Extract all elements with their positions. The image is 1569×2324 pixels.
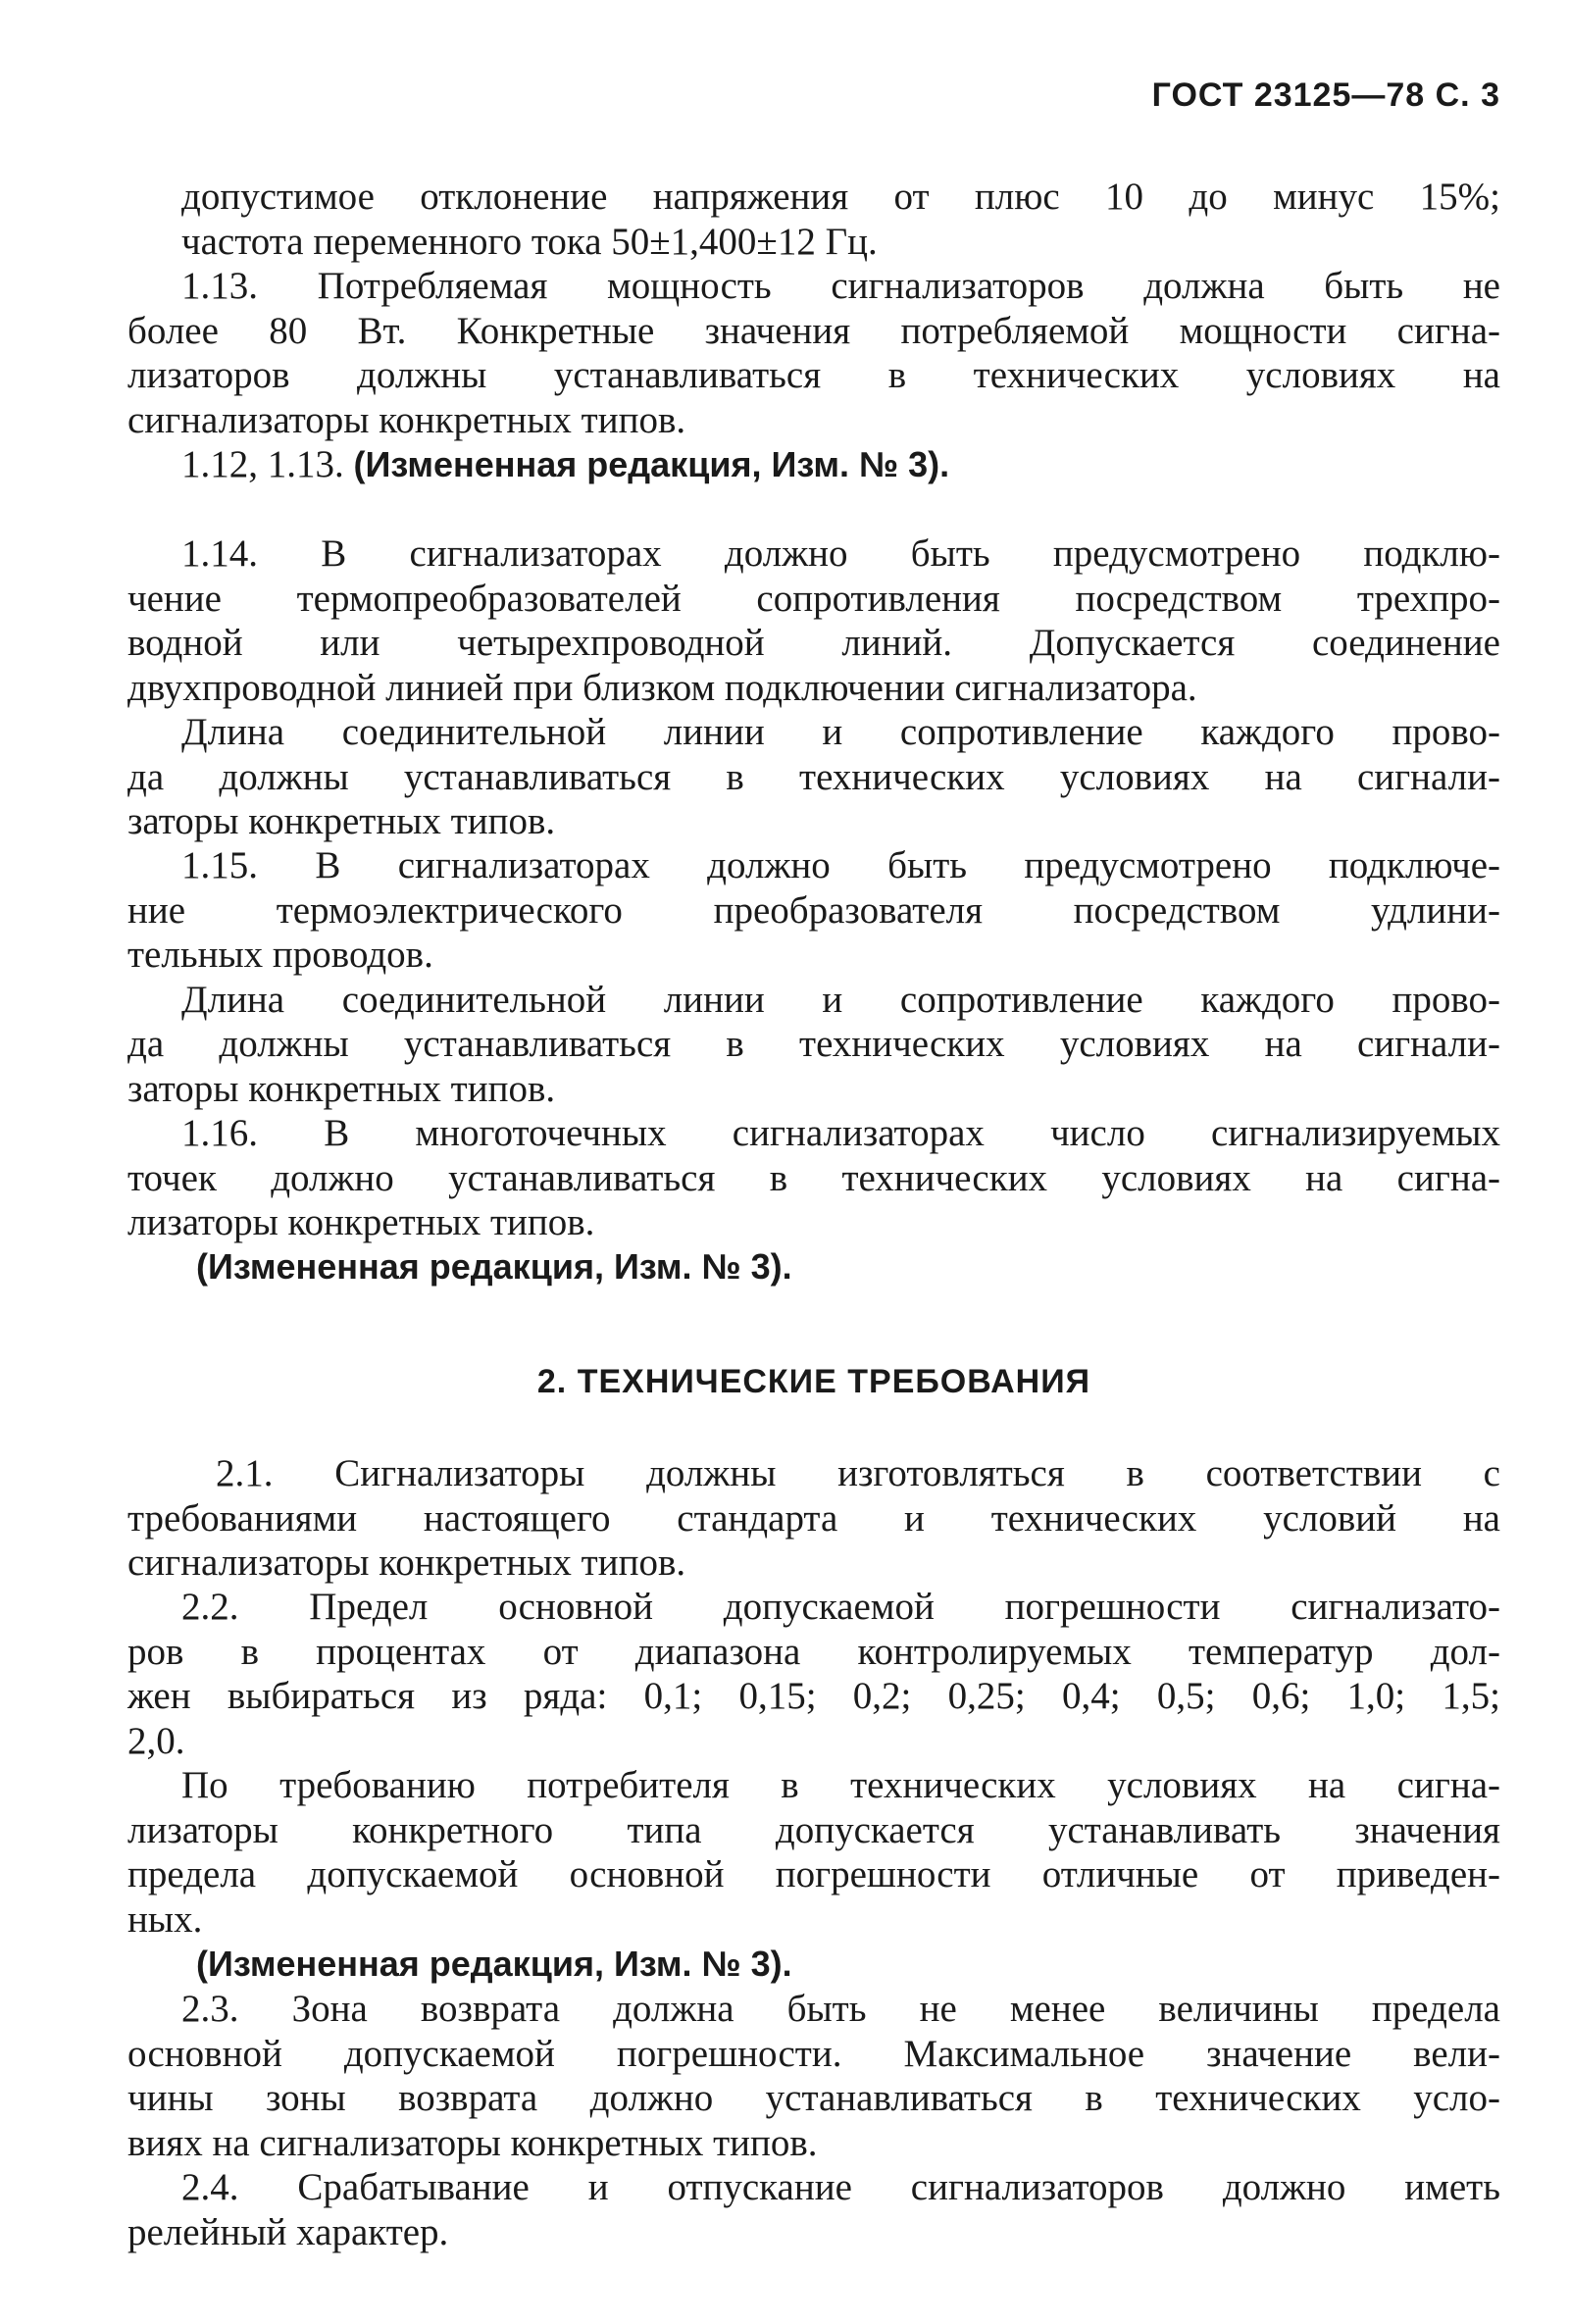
text-line: более 80 Вт. Конкретные значения потребляемой мощности сигна- <box>127 309 1500 352</box>
amendment-text: (Измененная редакция, Изм. № 3). <box>196 1246 792 1287</box>
running-head: ГОСТ 23125—78 С. 3 <box>1151 76 1500 114</box>
text-line: заторы конкретных типов. <box>127 1067 556 1110</box>
text-line: 1.14. В сигнализаторах должно быть предусмотрено подклю- <box>181 532 1500 575</box>
amendment-text: (Измененная редакция, Изм. № 3). <box>353 444 950 484</box>
text-line: требованиями настоящего стандарта и технических условий на <box>127 1496 1500 1540</box>
text-line: жен выбираться из ряда: 0,1; 0,15; 0,2; 0,25; 0,4; 0,5; 0,6; 1,0; 1,5; <box>127 1675 1500 1717</box>
paragraph-2-3 <box>127 1987 1500 2165</box>
text-line: ных. <box>127 1897 203 1941</box>
text-line: ние термоэлектрического преобразователя посредством удлини- <box>127 888 1500 932</box>
text-line: 2,0. <box>127 1719 185 1762</box>
paragraph-2-4 <box>127 2165 1500 2254</box>
text-line: тельных проводов. <box>127 934 433 976</box>
text-line: ров в процентах от диапазона контролируемых температур дол- <box>127 1630 1500 1673</box>
amendment-note-2 <box>196 1244 1500 1289</box>
section-2-title: 2. ТЕХНИЧЕСКИЕ ТРЕБОВАНИЯ <box>536 1363 1091 1400</box>
text-line: 2.2. Предел основной допускаемой погрешности сигнализато- <box>181 1586 1500 1628</box>
text-line: Длина соединительной линии и сопротивление каждого прово- <box>181 978 1500 1021</box>
text-line: 1.15. В сигнализаторах должно быть предусмотрено подключе- <box>181 844 1500 886</box>
text-line: лизаторов должны устанавливаться в технических условиях на <box>127 354 1500 396</box>
text-line: водной или четырехпроводной линий. Допускается соединение <box>127 622 1500 664</box>
text-line: 2.1. Сигнализаторы должны изготовляться в соответствии с <box>216 1452 1500 1494</box>
text-line: чение термопреобразователей сопротивления посредством трехпро- <box>127 577 1500 620</box>
text-line: 2.4. Срабатывание и отпускание сигнализаторов должно иметь <box>181 2166 1500 2208</box>
paragraph-2-1 <box>127 1451 1500 1586</box>
text-line: По требованию потребителя в технических условиях на сигна- <box>181 1764 1500 1806</box>
amendment-note-3 <box>196 1942 1500 1987</box>
text-line: чины зоны возврата должно устанавливаться в технических усло- <box>127 2077 1500 2119</box>
text-line: частота переменного тока 50±1,400±12 Гц. <box>181 220 878 263</box>
paragraph-1-15 <box>127 843 1500 1111</box>
text-line: 2.3. Зона возврата должна быть не менее величины предела <box>181 1988 1500 2030</box>
section-1-continuation <box>181 175 1500 264</box>
paragraph-1-13 <box>127 264 1500 442</box>
paragraph-1-14 <box>127 531 1500 844</box>
text-line: лизаторы конкретного типа допускается устанавливать значения <box>127 1808 1500 1851</box>
text-line: Длина соединительной линии и сопротивление каждого прово- <box>181 711 1500 753</box>
text-line: 1.16. В многоточечных сигнализаторах число сигнализируемых <box>181 1112 1500 1154</box>
text-line: сигнализаторы конкретных типов. <box>127 1541 686 1584</box>
text-line: лизаторы конкретных типов. <box>127 1201 595 1243</box>
text-line: да должны устанавливаться в технических условиях на сигнали- <box>127 755 1500 798</box>
text-line: релейный характер. <box>127 2210 449 2253</box>
amendment-text: (Измененная редакция, Изм. № 3). <box>196 1944 792 1984</box>
text-line: заторы конкретных типов. <box>127 800 556 842</box>
text-line: точек должно устанавливаться в технических условиях на сигна- <box>127 1156 1500 1199</box>
text-line: двухпроводной линией при близком подключении сигнализатора. <box>127 666 1197 709</box>
text-line: да должны устанавливаться в технических условиях на сигнали- <box>127 1023 1500 1065</box>
text-line: допустимое отклонение напряжения от плюс 10 до минус 15%; <box>181 176 1500 218</box>
text-line: 1.13. Потребляемая мощность сигнализаторов должна быть не <box>181 265 1500 307</box>
paragraph-2-2 <box>127 1585 1500 1942</box>
text-line: предела допускаемой основной погрешности отличные от приведен- <box>127 1853 1500 1895</box>
text-line: сигнализаторы конкретных типов. <box>127 398 686 441</box>
text-line: виях на сигнализаторы конкретных типов. <box>127 2121 818 2164</box>
amendment-note-1 <box>181 442 1500 487</box>
paragraph-1-16 <box>127 1111 1500 1245</box>
text-line: основной допускаемой погрешности. Максимальное значение вели- <box>127 2032 1500 2075</box>
amendment-prefix: 1.12, 1.13. <box>181 443 344 485</box>
